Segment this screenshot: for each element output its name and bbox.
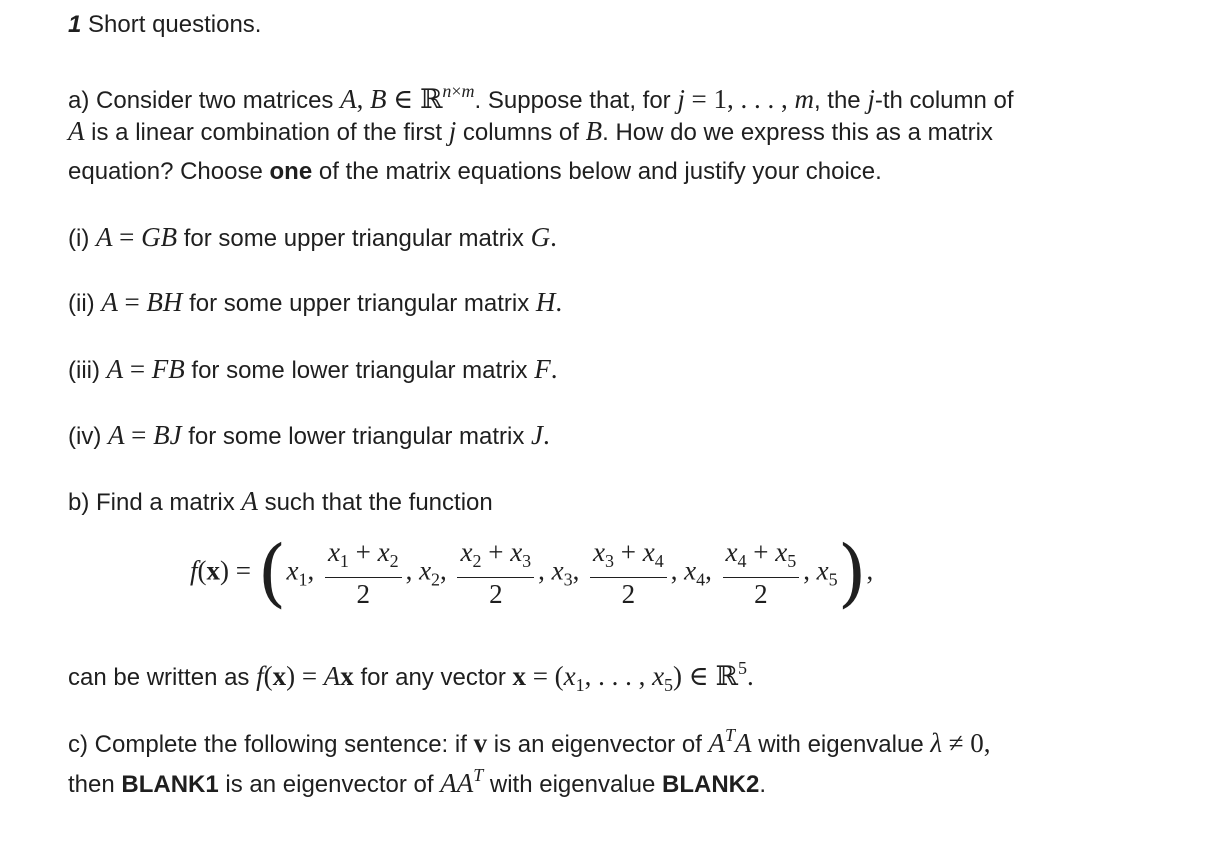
option-iii: (iii) A = FB for some lower triangular matrix F. (68, 354, 558, 384)
function-equation: $f(x) = (x_1$, $\frac{x_1 + x_2}{2}$ , $x_2$, $\frac{x_2 + x_3}{2}$ , $x_3$, $\frac{x_3 + x_4}{2}$ , $x_4$, $\frac{x_4 + x_5}{2}$ , $x_5$), (190, 530, 874, 616)
question-title: Short questions. (88, 11, 262, 38)
part-a-line-2: A is a linear combination of the first j columns of B. How do we express this as a matrix (68, 116, 993, 146)
option-ii: (ii) A = BH for some upper triangular matrix H. (68, 287, 563, 317)
part-c-line-2: then BLANK1 is an eigenvector of $AA^T$ with eigenvalue BLANK2. (68, 765, 767, 798)
option-i: (i) A = GB for some upper triangular matrix G. (68, 222, 557, 252)
question-number: 1 (68, 11, 82, 38)
blank2: BLANK2 (662, 771, 760, 798)
part-a-line-3: equation? Choose one of the matrix equations below and justify your choice. (68, 158, 882, 185)
part-b-after: can be written as f(x) = Ax for any vector $x = (x_1$, . . . , $x_5$) ∈ ℝ$^5$. (68, 658, 754, 695)
option-iv: (iv) A = BJ for some lower triangular matrix J. (68, 420, 550, 450)
question-heading (68, 8, 261, 42)
part-c-line-1: c) Complete the following sentence: if v is an eigenvector of $A^TA$ with eigenvalue λ ≠ 0, (68, 725, 991, 758)
part-a-line-1: a) Consider two matrices A, B ∈ ℝ$^{n\times m}$. Suppose that, for j = 1, . . . , m, the j-th column of (68, 81, 1014, 114)
blank1: BLANK1 (121, 771, 219, 798)
part-b-intro: b) Find a matrix A such that the function (68, 486, 493, 516)
